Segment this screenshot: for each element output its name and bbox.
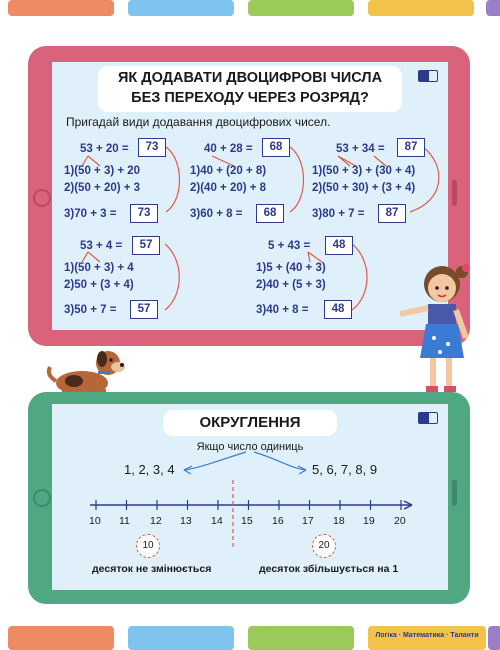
bottom-tab-purple (488, 626, 500, 650)
bottom-tab-blue (128, 626, 234, 650)
example-3-head: 53 + 34 = (336, 143, 385, 155)
example-1-step2: 2)(50 + 20) + 3 (64, 182, 141, 194)
example-5-step1: 1)5 + (40 + 3) (256, 262, 326, 274)
tick-17: 17 (302, 515, 314, 527)
tick-12: 12 (150, 515, 162, 527)
example-2-step2: 2)(40 + 20) + 8 (190, 182, 267, 194)
example-2-result: 68 (262, 138, 290, 157)
example-1-step1: 1)(50 + 3) + 20 (64, 165, 141, 177)
example-4-head: 53 + 4 = (80, 240, 123, 252)
example-4-step3: 3)50 + 7 = (64, 304, 117, 316)
example-2-head: 40 + 28 = (204, 143, 253, 155)
publisher-logo (368, 632, 486, 639)
right-caption: десяток збільшується на 1 (259, 563, 399, 575)
round-down-badge: 10 (136, 534, 160, 558)
tick-14: 14 (211, 515, 223, 527)
example-4-step1: 1)(50 + 3) + 4 (64, 262, 134, 274)
top-title-line2: БЕЗ ПЕРЕХОДУ ЧЕРЕЗ РОЗРЯД? (131, 90, 369, 106)
example-3-result: 87 (397, 138, 425, 157)
example-1-step3-result: 73 (130, 204, 158, 223)
tick-11: 11 (119, 515, 130, 527)
example-5-result: 48 (325, 236, 353, 255)
tick-13: 13 (180, 515, 192, 527)
example-3-step2: 2)(50 + 30) + (3 + 4) (312, 182, 416, 194)
example-2-step3: 3)60 + 8 = (190, 208, 243, 220)
tick-16: 16 (272, 515, 284, 527)
publisher-logo-text: Логіка · Математика · Таланти (375, 632, 479, 639)
rounding-condition: Якщо число одиниць (196, 441, 304, 453)
left-caption: десяток не змінюється (92, 563, 212, 575)
tick-20: 20 (394, 515, 406, 527)
tick-19: 19 (363, 515, 375, 527)
example-5-step3-result: 48 (324, 300, 352, 319)
bottom-tab-orange (8, 626, 114, 650)
example-1-head: 53 + 20 = (80, 143, 129, 155)
example-2-step3-result: 68 (256, 204, 284, 223)
rounding-title: ОКРУГЛЕННЯ (163, 410, 337, 436)
round-up-badge: 20 (312, 534, 336, 558)
example-1-step3: 3)70 + 3 = (64, 208, 117, 220)
example-3-step3: 3)80 + 7 = (312, 208, 365, 220)
example-5-step3: 3)40 + 8 = (256, 304, 309, 316)
bottom-tab-green (248, 626, 354, 650)
example-5-head: 5 + 43 = (268, 240, 311, 252)
tick-15: 15 (241, 515, 253, 527)
right-digits: 5, 6, 7, 8, 9 (312, 462, 378, 477)
left-digits: 1, 2, 3, 4 (124, 462, 175, 477)
example-3-step3-result: 87 (378, 204, 406, 223)
example-2-step1: 1)40 + (20 + 8) (190, 165, 267, 177)
example-3-step1: 1)(50 + 3) + (30 + 4) (312, 165, 416, 177)
example-4-result: 57 (132, 236, 160, 255)
example-4-step3-result: 57 (130, 300, 158, 319)
example-5-step2: 2)40 + (5 + 3) (256, 279, 326, 291)
tick-18: 18 (333, 515, 345, 527)
subtitle: Пригадай види додавання двоцифрових чисел. (66, 115, 331, 129)
tick-10: 10 (89, 515, 101, 527)
top-title-line1: ЯК ДОДАВАТИ ДВОЦИФРОВІ ЧИСЛА (117, 70, 383, 86)
example-1-result: 73 (138, 138, 166, 157)
example-4-step2: 2)50 + (3 + 4) (64, 279, 134, 291)
